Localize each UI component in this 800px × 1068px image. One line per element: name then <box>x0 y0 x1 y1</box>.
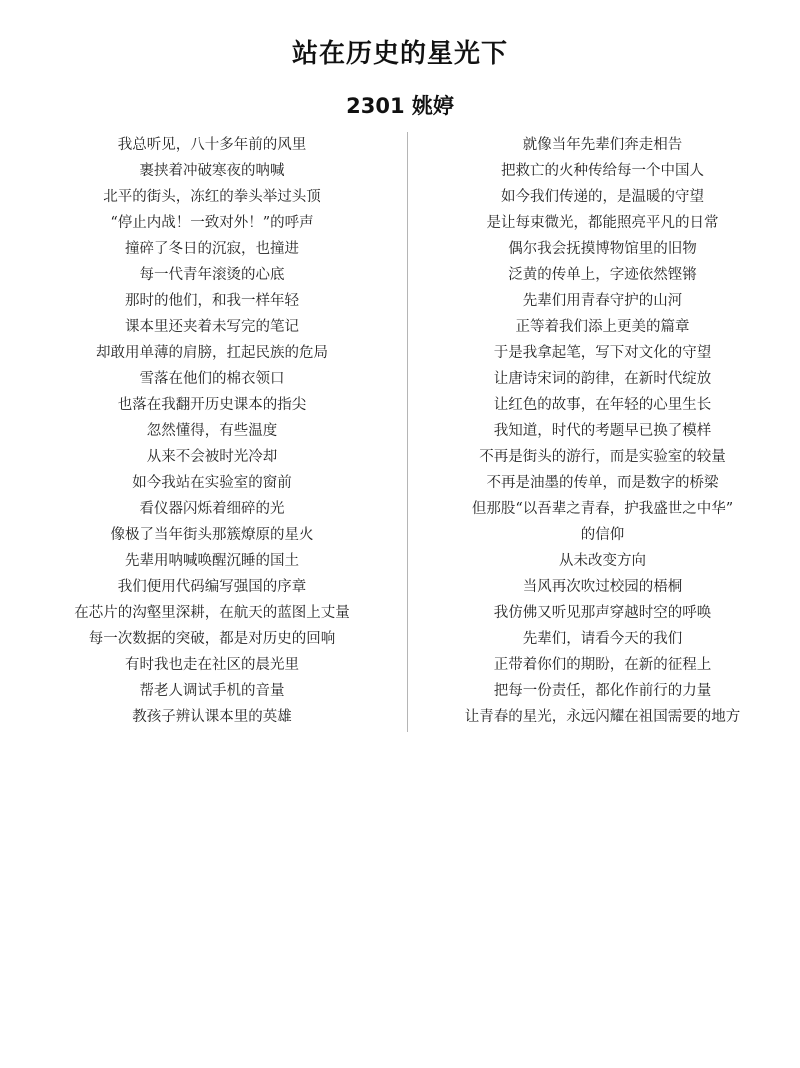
poem-line: 我们便用代码编写强国的序章 <box>117 579 307 595</box>
poem-line: 那时的他们，和我一样年轻 <box>125 293 299 309</box>
poem-line: 的信仰 <box>580 527 625 543</box>
poem-line: 我总听见，八十多年前的风里 <box>117 137 307 153</box>
poem-line: 却敢用单薄的肩膀，扛起民族的危局 <box>96 345 328 361</box>
poem-line: 教孩子辨认课本里的英雄 <box>132 709 292 725</box>
poem-line: 如今我们传递的，是温暖的守望 <box>501 189 704 205</box>
poem-line: 从来不会被时光冷却 <box>146 449 278 465</box>
poem-line: 不再是油墨的传单，而是数字的桥梁 <box>486 475 719 491</box>
poem-line: 先辈用呐喊唤醒沉睡的国土 <box>125 553 299 569</box>
poem-line: 每一代青年滚烫的心底 <box>139 267 285 283</box>
poem-line: 泛黄的传单上，字迹依然铿锵 <box>508 267 697 283</box>
poem-line: 我仿佛又听见那声穿越时空的呼唤 <box>493 605 712 621</box>
poem-line: 忽然懂得，有些温度 <box>146 423 278 439</box>
poem-line: 于是我拿起笔，写下对文化的守望 <box>493 345 712 361</box>
poem-line: 在芯片的沟壑里深耕，在航天的蓝图上丈量 <box>74 605 350 621</box>
poem-line: 让青春的星光，永远闪耀在祖国需要的地方 <box>464 709 741 725</box>
poem-title: 站在历史的星光下 <box>291 39 508 69</box>
poem-line: 如今我站在实验室的窗前 <box>132 475 292 491</box>
poem-line: 正等着我们添上更美的篇章 <box>515 319 690 335</box>
poem-left-column <box>22 132 402 730</box>
poem-line: 正带着你们的期盼，在新的征程上 <box>493 657 712 673</box>
poem-line: 就像当年先辈们奔走相告 <box>522 137 683 153</box>
column-divider <box>407 132 408 732</box>
poem-line: 把救亡的火种传给每一个中国人 <box>501 163 704 179</box>
poem-line: 撞碎了冬日的沉寂，也撞进 <box>125 241 299 257</box>
poem-line: 也落在我翻开历史课本的指尖 <box>117 397 307 413</box>
poem-line: 看仪器闪烁着细碎的光 <box>139 501 285 517</box>
poem-line: 像极了当年街头那簇燎原的星火 <box>110 527 314 543</box>
poem-line: 让唐诗宋词的韵律，在新时代绽放 <box>493 371 712 387</box>
author-line: 2301 姚婷 <box>346 94 454 118</box>
poem-line: 帮老人调试手机的音量 <box>139 683 285 699</box>
poem-line: 把每一份责任，都化作前行的力量 <box>493 683 712 699</box>
poem-line: 是让每束微光，都能照亮平凡的日常 <box>486 215 719 231</box>
poem-line: 偶尔我会抚摸博物馆里的旧物 <box>508 241 697 257</box>
poem-line: “停止内战！一致对外！”的呼声 <box>110 215 314 231</box>
poem-line: 当风再次吹过校园的梧桐 <box>522 579 683 595</box>
poem-line: 有时我也走在社区的晨光里 <box>125 657 299 673</box>
poem-line: 从未改变方向 <box>559 553 646 569</box>
poem-line: 裹挟着冲破寒夜的呐喊 <box>139 163 285 179</box>
poem-line: 但那股“以吾辈之青春，护我盛世之中华” <box>471 501 734 517</box>
poem-line: 不再是街头的游行，而是实验室的较量 <box>479 449 726 465</box>
poem-right-column <box>410 132 795 730</box>
poem-line: 先辈们用青春守护的山河 <box>522 293 683 309</box>
poem-line: 我知道，时代的考题早已换了模样 <box>493 423 712 439</box>
poem-line: 北平的街头，冻红的拳头举过头顶 <box>103 189 321 205</box>
poem-line: 课本里还夹着未写完的笔记 <box>125 319 299 335</box>
poem-line: 先辈们，请看今天的我们 <box>522 631 683 647</box>
poem-line: 每一次数据的突破，都是对历史的回响 <box>88 631 336 647</box>
poem-line: 雪落在他们的棉衣领口 <box>139 371 285 387</box>
poem-line: 让红色的故事，在年轻的心里生长 <box>493 397 712 413</box>
